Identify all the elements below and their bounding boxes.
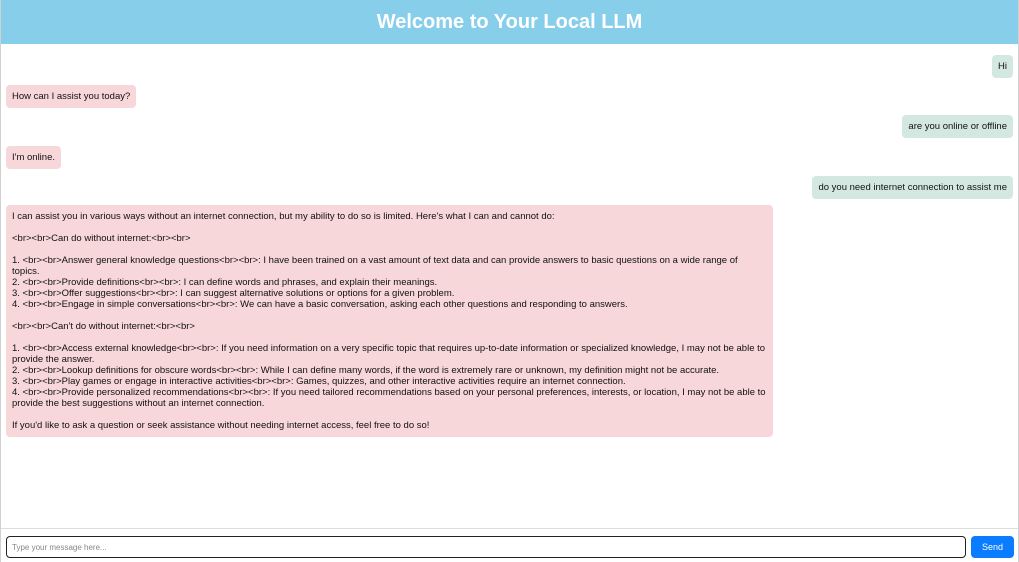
chat-history[interactable] [1,44,1018,528]
header [1,0,1018,44]
input-bar [1,528,1018,562]
user-message: Hi [992,55,1013,78]
message-input[interactable] [6,536,966,558]
bot-message: I'm online. [6,146,61,169]
user-message: are you online or offline [902,115,1013,138]
bot-message: How can I assist you today? [6,85,136,108]
bot-message: I can assist you in various ways without an internet connection, but my ability to do so is limited. Here's what I can and cannot do: <br><br>Can do without internet:<br><br> 1. <br><br>Answer general knowledge questions<br><br>: I have been trained on a vast amount of text data and can provide answers to basic questions on a wide range of topics. 2. <br><br>Provide definitions<br><br>: I can define words and phrases, and explain their meanings. 3. <br><br>Offer suggestions<br><br>: I can suggest alternative solutions or options for a given problem. 4. <br><br>Engage in simple conversations<br><br>: We can have a basic conversation, asking each other questions and responding to answers. <br><br>Can't do without internet:<br><br> 1. <br><br>Access external knowledge<br><br>: If you need information on a very specific topic that requires up-to-date information or specialized knowledge, I may not be able to provide the answer. 2. <br><br>Lookup definitions for obscure words<br><br>: While I can define many words, if the word is extremely rare or unknown, my definition might not be accurate. 3. <br><br>Play games or engage in interactive activities<br><br>: Games, quizzes, and other interactive activities require an internet connection. 4. <br><br>Provide personalized recommendations<br><br>: If you need tailored recommendations based on your personal preferences, interests, or location, I may not be able to provide the best suggestions without an internet connection. If you'd like to ask a question or seek assistance without needing internet access, feel free to do so! [6,205,773,437]
page-title: Welcome to Your Local LLM [376,10,643,33]
user-message: do you need internet connection to assist me [812,176,1013,199]
send-button[interactable]: Send [971,536,1014,558]
